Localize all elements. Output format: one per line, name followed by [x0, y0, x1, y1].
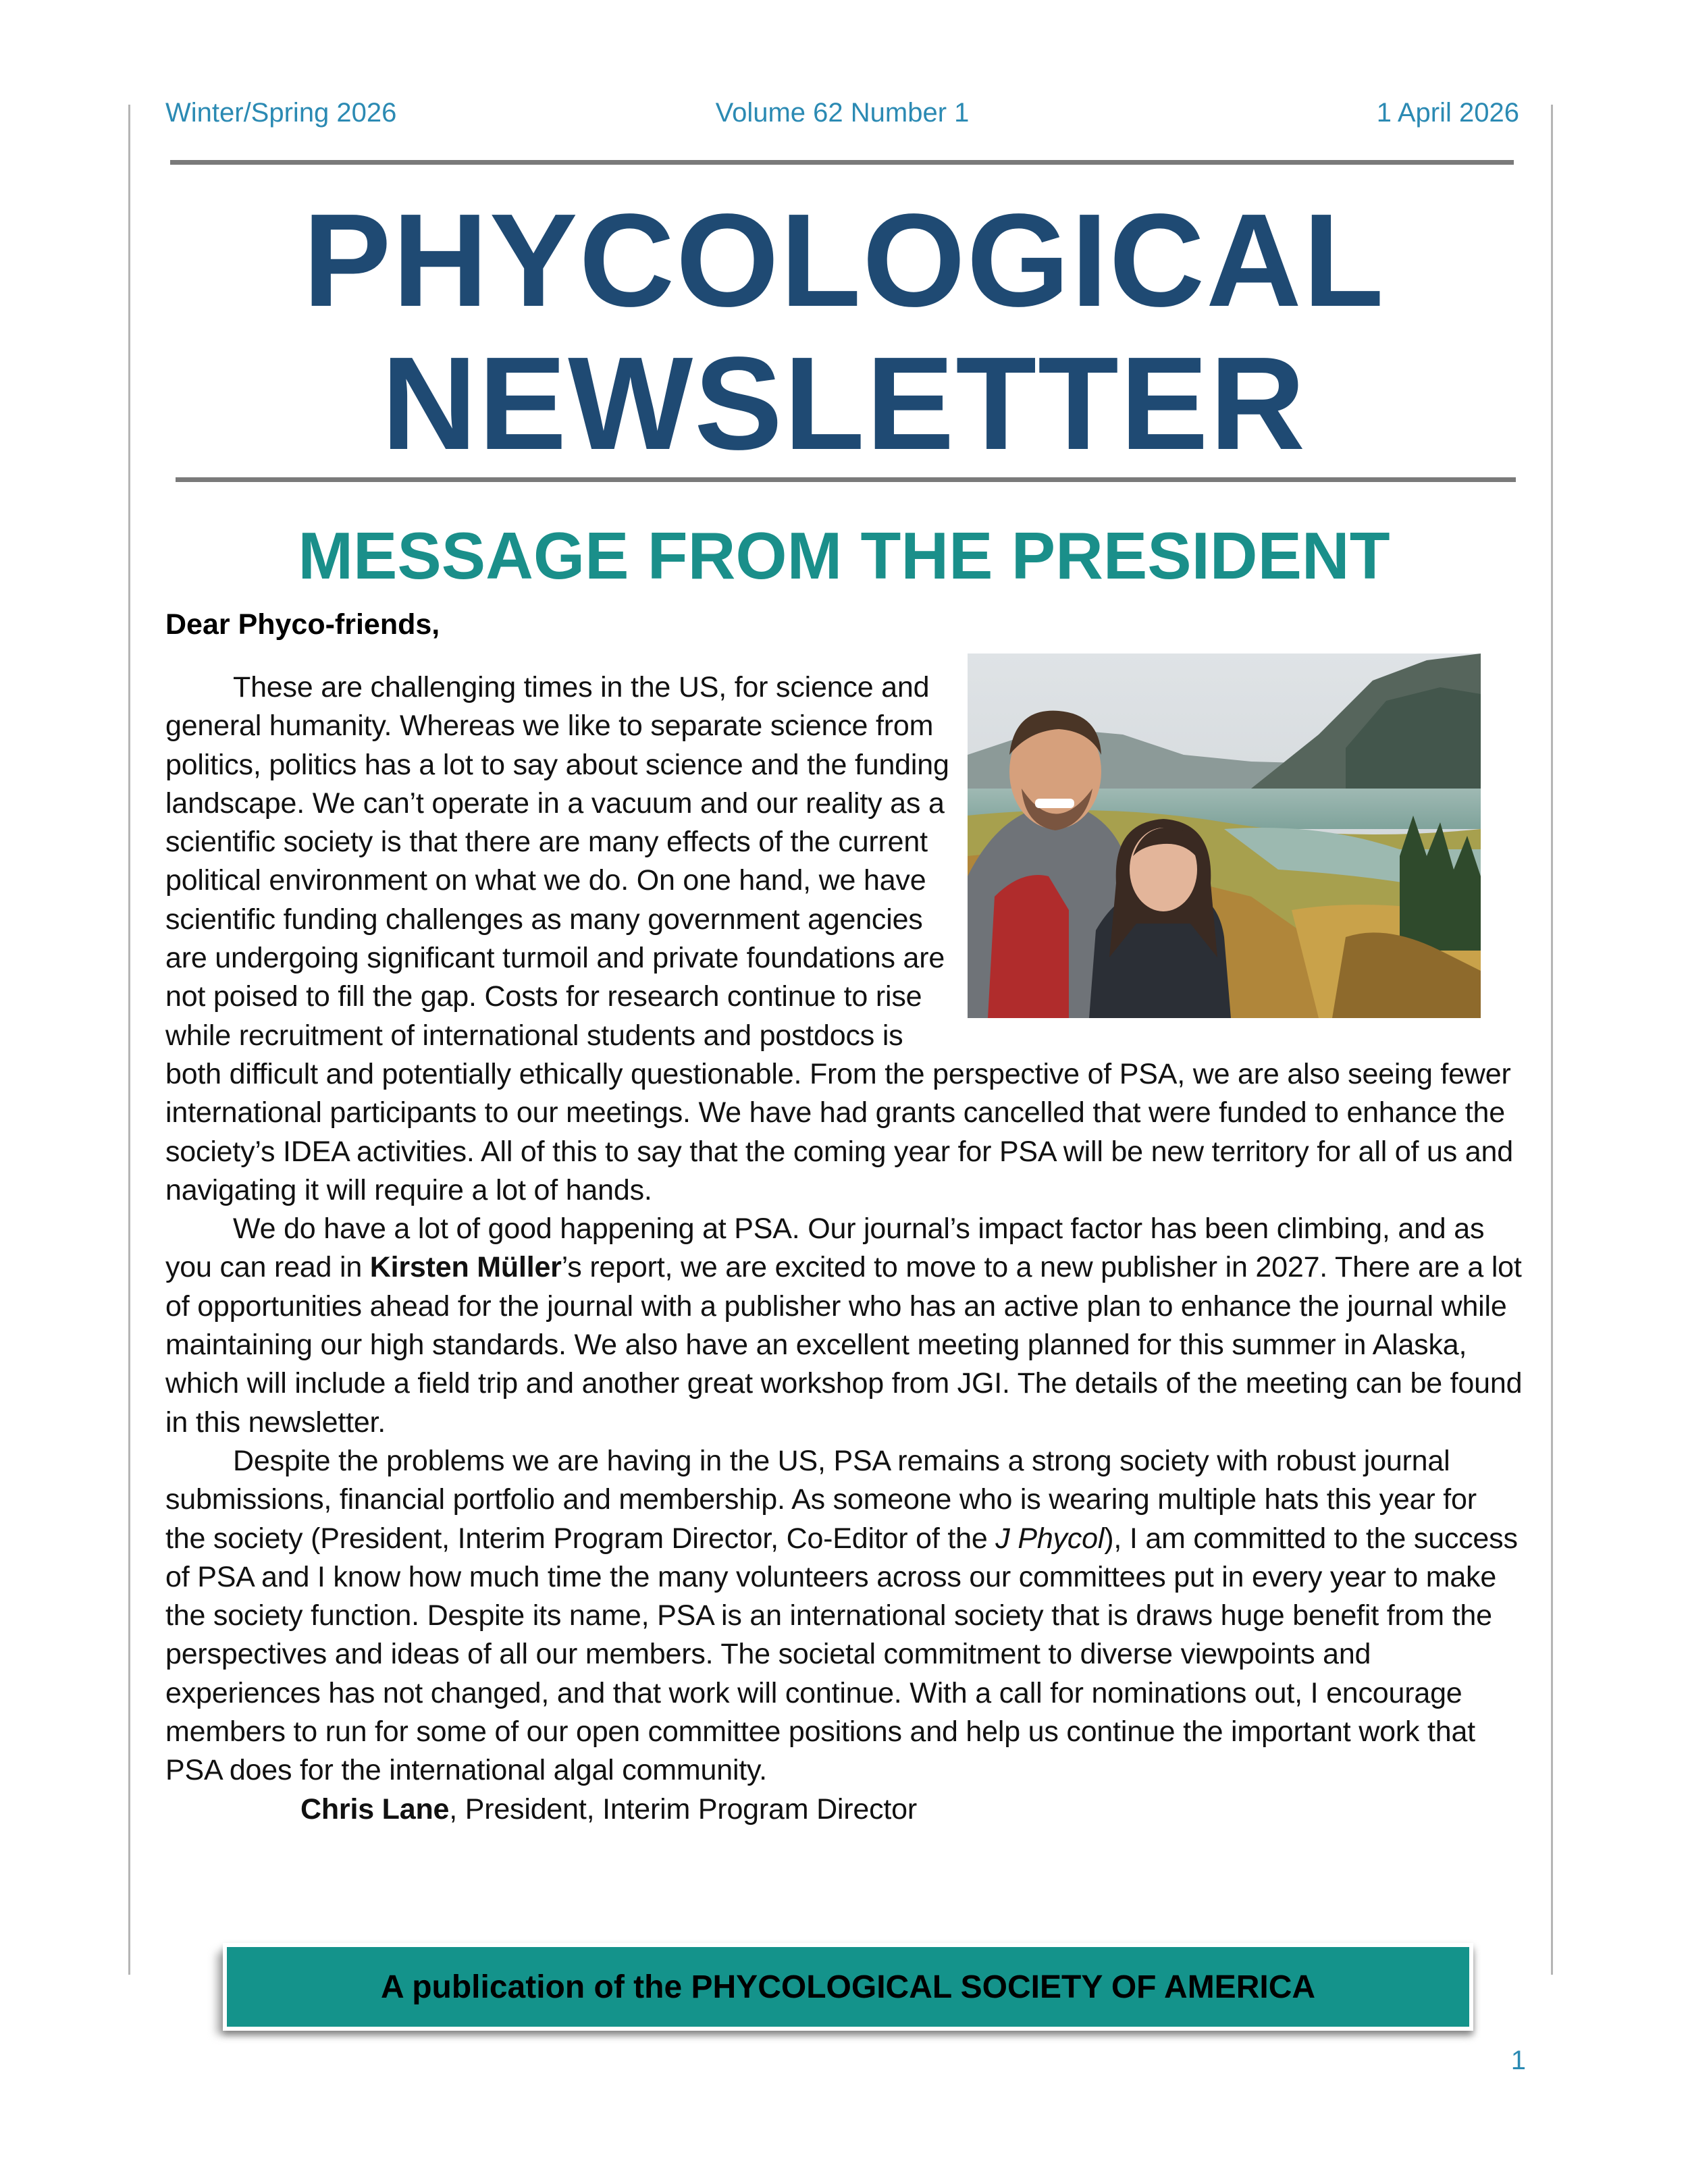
president-message-body — [165, 668, 1523, 1829]
journal-name: J Phycol — [995, 1522, 1105, 1555]
section-title: MESSAGE FROM THE PRESIDENT — [298, 518, 1390, 593]
issue-header — [165, 98, 1519, 138]
report-author-name: Kirsten Müller — [369, 1251, 562, 1284]
page-number: 1 — [1510, 2046, 1526, 2075]
message-paragraph-2-end: ’s report, we are excited to move to a new publisher in 2027. There are a lot of opportunities ahead for the journal with a publisher who has an active plan to enhance the journal while maintaining our high standards. We also have an excellent meeting planned for this summer in Alaska, which will include a field trip and another great workshop from JGI. The details of the meeting can be found in this newsletter. — [165, 1251, 1523, 1439]
photo-text-wrap-spacer — [989, 654, 1502, 1018]
message-paragraph-1-text: These are challenging times in the US, for science and general humanity. Whereas we like to separate science from politics, politics has a lot to say about science and the funding landscape. We can’t operate in a vacuum and our reality as a scientific society is that there are many effects of the current political environment on what we do. On one hand, we have scientific funding challenges as many government agencies are undergoing significant turmoil and private foundations are not poised to fill the gap. Costs for research continue to rise while recruitment of international students and postdocs is both difficult and potentially ethically questionable. From the perspective of PSA, we are also seeing fewer international participants to our meetings. We have had grants cancelled that were funded to enhance the society’s IDEA activities. All of this to say that the coming year for PSA will be new territory for all of us and navigating it will require a lot of hands. — [165, 671, 1513, 1206]
masthead-line-2: NEWSLETTER — [381, 329, 1307, 477]
message-paragraph-2-start: We do have a lot of good happening at PSA. Our journal’s impact factor has been climbing, and as you can read in — [165, 1213, 1485, 1284]
signature-name: Chris Lane — [300, 1792, 450, 1826]
signature-title: , President, Interim Program Director — [449, 1792, 917, 1826]
issue-date: 1 April 2026 — [1376, 98, 1519, 128]
issue-season: Winter/Spring 2026 — [165, 98, 397, 128]
masthead-top-divider — [170, 160, 1514, 165]
signature — [165, 1790, 1523, 1829]
masthead-bottom-divider — [176, 477, 1516, 482]
message-paragraph-3-start: Despite the problems we are having in the US, PSA remains a strong society with robust journal submissions, financial portfolio and membership. As someone who is wearing multiple hats this year for the society (President, Interim Program Director, Co-Editor of the — [165, 1444, 1477, 1555]
masthead-line-1: PHYCOLOGICAL — [302, 186, 1386, 334]
newsletter-masthead — [0, 186, 1688, 477]
message-paragraph-3-end: ), I am committed to the success of PSA and I know how much time the many volunteers across our committees put in every year to make the society function. Despite its name, PSA is an international society that is draws huge benefit from the perspectives and ideas of all our members. The societal commitment to diverse viewpoints and experiences has not changed, and that work will continue. With a call for nominations out, I encourage members to run for some of our open committee positions and help us continue the important work that PSA does for the international algal community. — [165, 1522, 1518, 1787]
issue-volume: Volume 62 Number 1 — [715, 98, 970, 128]
message-paragraph-3 — [165, 1442, 1523, 1790]
publication-banner: A publication of the PHYCOLOGICAL SOCIETY OF AMERICA — [223, 1943, 1473, 2031]
message-paragraph-2 — [165, 1210, 1523, 1442]
salutation: Dear Phyco-friends, — [165, 608, 440, 641]
